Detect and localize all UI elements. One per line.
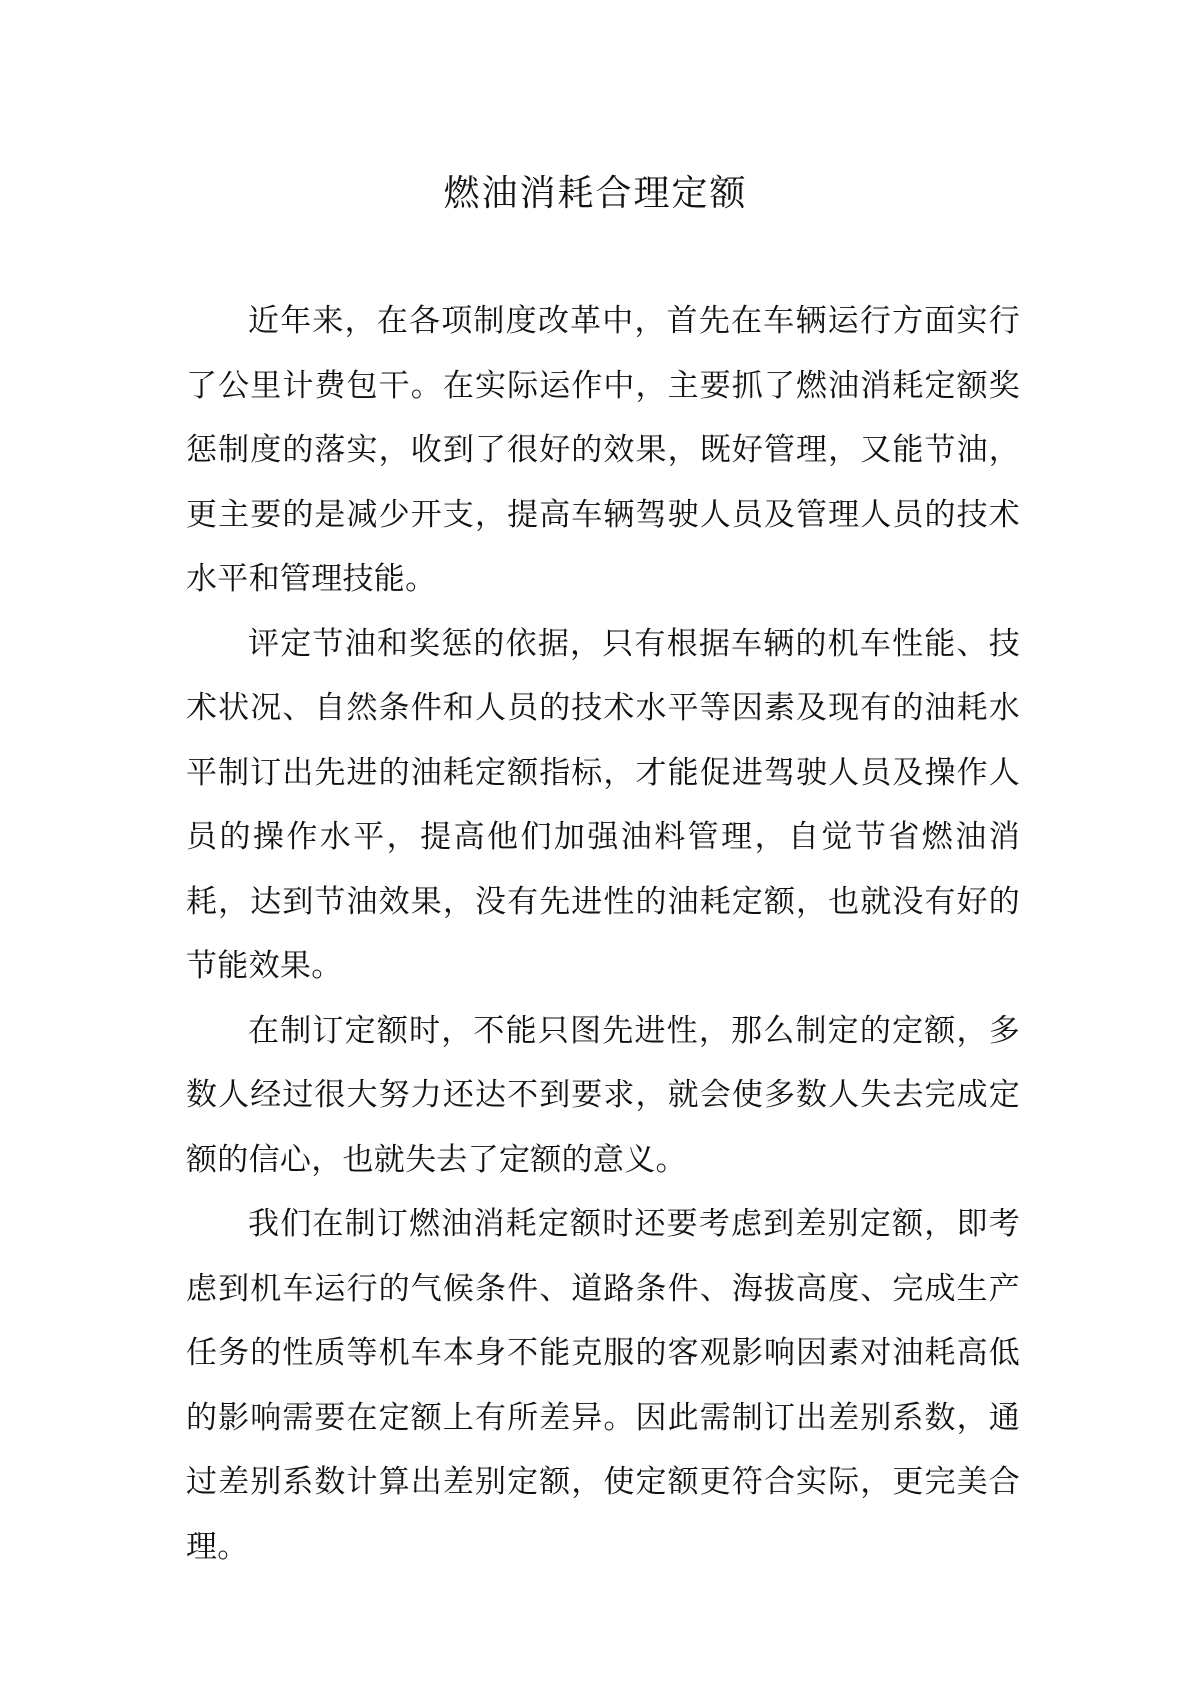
document-title: 燃油消耗合理定额 [443, 173, 748, 214]
paragraph: 评定节油和奖惩的依据，只有根据车辆的机车性能、技术状况、自然条件和人员的技术水平等因素及现有的油耗水平制订出先进的油耗定额指标，才能促进驾驶人员及操作人员的操作水平，提高他们加强油料管理，自觉节省燃油消耗，达到节油效果，没有先进性的油耗定额，也就没有好的节能效果。 [186, 625, 1020, 984]
paragraph: 我们在制订燃油消耗定额时还要考虑到差别定额，即考虑到机车运行的气候条件、道路条件、海拔高度、完成生产任务的性质等机车本身不能克服的客观影响因素对油耗高低的影响需要在定额上有所差异。因此需制订出差别系数，通过差别系数计算出差别定额，使定额更符合实际，更完美合理。 [186, 1206, 1020, 1565]
document-body [186, 289, 1020, 1579]
paragraph: 在制订定额时，不能只图先进性，那么制定的定额，多数人经过很大努力还达不到要求，就会使多数人失去完成定额的信心，也就失去了定额的意义。 [186, 1012, 1020, 1178]
paragraph: 近年来，在各项制度改革中，首先在车辆运行方面实行了公里计费包干。在实际运作中，主要抓了燃油消耗定额奖惩制度的落实，收到了很好的效果，既好管理，又能节油，更主要的是减少开支，提高车辆驾驶人员及管理人员的技术水平和管理技能。 [186, 303, 1020, 597]
